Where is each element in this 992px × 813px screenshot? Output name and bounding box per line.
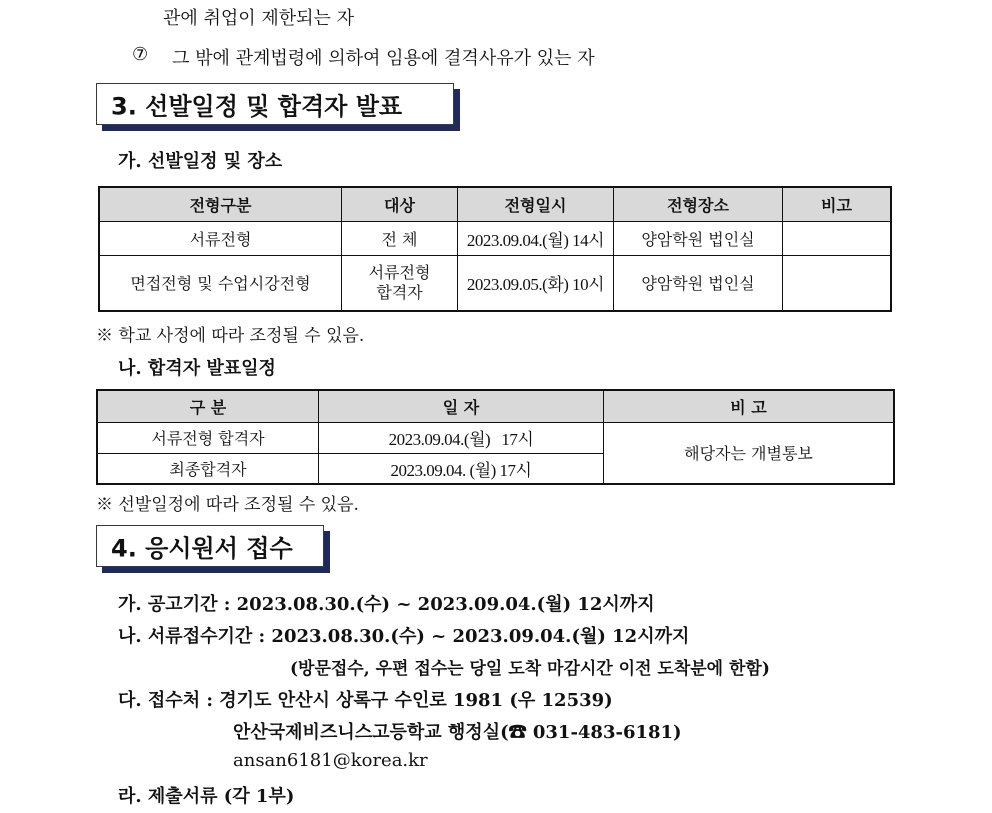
announcement-table [96, 389, 895, 485]
table-header-row [97, 390, 894, 422]
table-cell [783, 221, 892, 255]
table-cell: 서류전형 합격자 [342, 255, 458, 311]
table-cell: 양암학원 법인실 [614, 221, 783, 255]
table-cell: 2023.09.04.(월) 17시 [319, 422, 604, 453]
section-3-heading [96, 83, 454, 125]
item-7-marker: ⑦ [132, 44, 149, 65]
receipt-note: (방문접수, 우편 접수는 당일 도착 마감시간 이전 도착분에 한함) [290, 659, 770, 679]
schedule-table [98, 186, 892, 312]
table-cell: 서류전형 합격자 [97, 422, 319, 453]
subsection-a-title: 가. 선발일정 및 장소 [118, 151, 283, 172]
receipt-office: 안산국제비즈니스고등학교 행정실(☎ 031-483-6181) [233, 722, 682, 743]
item-7-text: 그 밖에 관계법령에 의하여 임용에 결격사유가 있는 자 [172, 48, 595, 69]
announcement-period: 가. 공고기간 : 2023.08.30.(수) ~ 2023.09.04.(월) 12시까지 [118, 594, 655, 615]
section-4-heading [96, 525, 324, 567]
table-row [99, 255, 891, 311]
section-3-title: 3. 선발일정 및 합격자 발표 [111, 92, 403, 121]
header-cell: 대상 [342, 187, 458, 221]
table-row [97, 422, 894, 453]
table-cell: 전 체 [342, 221, 458, 255]
submission-documents: 라. 제출서류 (각 1부) [118, 786, 295, 807]
continued-item-text: 관에 취업이 제한되는 자 [163, 8, 355, 29]
table-cell: 최종합격자 [97, 453, 319, 484]
section-4-title: 4. 응시원서 접수 [111, 534, 293, 563]
table-cell: 양암학원 법인실 [614, 255, 783, 311]
header-cell: 구 분 [97, 390, 319, 422]
table-header-row [99, 187, 891, 221]
header-cell: 전형장소 [614, 187, 783, 221]
table-cell [783, 255, 892, 311]
note-selection: ※ 선발일정에 따라 조정될 수 있음. [96, 495, 359, 515]
remark-cell: 해당자는 개별통보 [604, 422, 895, 484]
receipt-email: ansan6181@korea.kr [233, 750, 428, 771]
document-receipt-period: 나. 서류접수기간 : 2023.08.30.(수) ~ 2023.09.04.(월) 12시까지 [118, 626, 690, 647]
note-schedule: ※ 학교 사정에 따라 조정될 수 있음. [96, 326, 365, 346]
subsection-b-title: 나. 합격자 발표일정 [118, 358, 276, 379]
header-cell: 전형구분 [99, 187, 342, 221]
header-cell: 일 자 [319, 390, 604, 422]
table-cell: 면접전형 및 수업시강전형 [99, 255, 342, 311]
receipt-address: 다. 접수처 : 경기도 안산시 상록구 수인로 1981 (우 12539) [118, 690, 613, 711]
header-cell: 비고 [783, 187, 892, 221]
header-cell: 비 고 [604, 390, 895, 422]
table-cell: 2023.09.04. (월) 17시 [319, 453, 604, 484]
table-cell: 2023.09.05.(화) 10시 [458, 255, 614, 311]
table-cell: 2023.09.04.(월) 14시 [458, 221, 614, 255]
table-cell: 서류전형 [99, 221, 342, 255]
table-row [99, 221, 891, 255]
header-cell: 전형일시 [458, 187, 614, 221]
